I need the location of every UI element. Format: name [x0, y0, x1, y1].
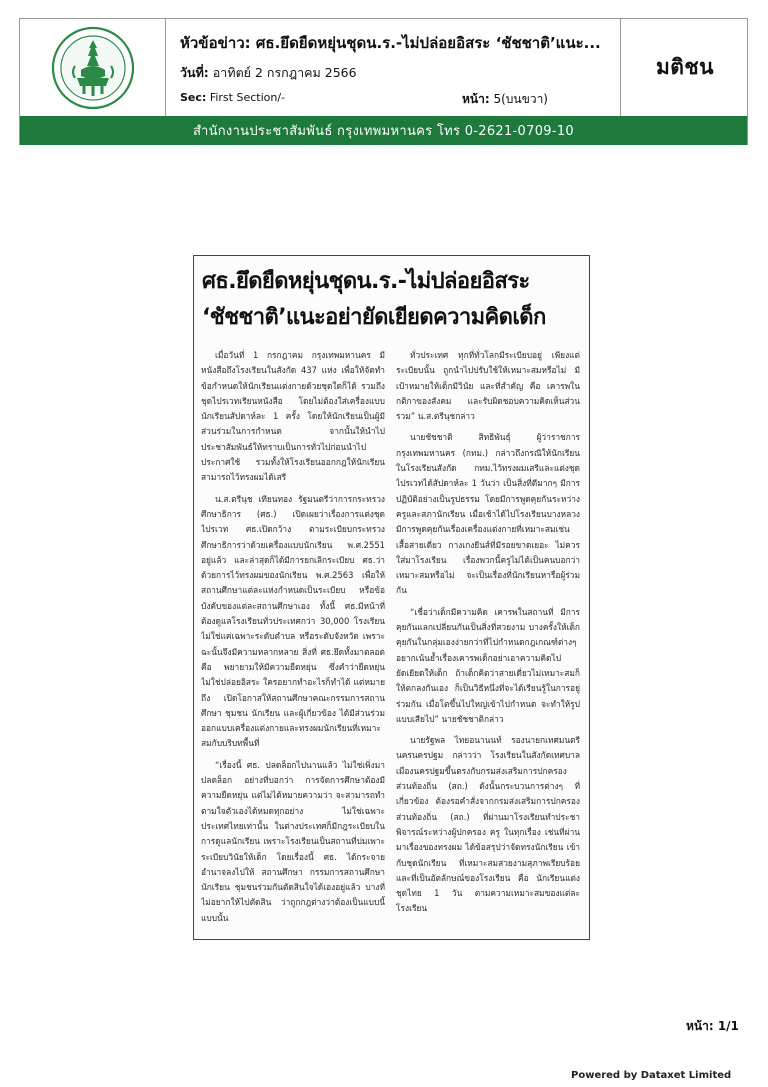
- headline-text: ศธ.ยึดยืดหยุ่นชุดน.ร.-ไม่ปล่อยอิสระ ‘ชัชชาติ’แนะ...: [255, 34, 601, 52]
- page-indicator: หน้า: 1/1: [686, 1019, 739, 1033]
- article-left-column: [201, 348, 385, 932]
- date-row: [180, 63, 357, 83]
- page-value: 5(บนขวา): [493, 92, 548, 106]
- section-label: Sec:: [180, 91, 207, 104]
- clipping-header: [19, 18, 748, 145]
- section-value: First Section/-: [209, 91, 286, 104]
- headline-line-1: ศธ.ยึดยืดหยุ่นชุดน.ร.-ไม่ปล่อยอิสระ: [202, 269, 530, 294]
- headline-line-2: ‘ชัชชาติ’แนะอย่ายัดเยียดความคิดเด็ก: [202, 305, 546, 330]
- article-headline: [202, 264, 583, 336]
- article-clipping: [193, 255, 590, 940]
- paragraph: นายรัฐพล ไทยอนานนท์ รองนายกเทศมนตรีนครนครปฐม กล่าวว่า โรงเรียนในสังกัดเทศบาลเมืองนครปฐมขึ้นตรงกับกรมส่งเสริมการปกครองส่วนท้องถิ่น (สถ.) ดังนั้นกระบวนการต่างๆ ที่เกี่ยวข้อง ต้องรอคำสั่งจากกรมส่งเสริมการปกครองส่วนท้องถิ่น (สถ.) ที่ผ่านมาโรงเรียนทำประชาพิจารณ์ระหว่างผู้ปกครอง ครู ในทุกเรื่อง เช่นที่ผ่านมาเรื่องของทรงผม ได้ข้อสรุปว่าจัดทรงนักเรียน เข้ากับชุดนักเรียน ที่เหมาะสมสวยงามสุภาพเรียบร้อย และที่เป็นอัตลักษณ์ของโรงเรียน คือ นักเรียนแต่งชุดไทย 1 วัน ตามความเหมาะสมของแต่ละโรงเรียน: [396, 735, 580, 914]
- news-info-cell: [166, 19, 620, 116]
- paragraph: เมื่อวันที่ 1 กรกฎาคม กรุงเทพมหานคร มีหนังสือถึงโรงเรียนในสังกัด 437 แห่ง เพื่อให้จัดทำข้อกำหนดให้นักเรียนแต่งกายด้วยชุดใดก็ได้ รวมถึงชุดไปรเวทเรียนหนังสือ โดยไม่ต้องใส่เครื่องแบบนักเรียนสัปดาห์ละ 1 ครั้ง โดยให้นักเรียนเป็นผู้มีส่วนร่วมในการกำหนด จากนั้นให้นำไปประชาสัมพันธ์ให้ทราบเป็นการทั่วไปก่อนนำไปประกาศใช้ รวมทั้งให้โรงเรียนออกกฎให้นักเรียนสามารถไว้ทรงผมได้เสรี: [201, 350, 385, 483]
- newspaper-name: มติชน: [655, 55, 715, 79]
- page-row: [462, 90, 548, 109]
- agency-bar: สำนักงานประชาสัมพันธ์ กรุงเทพมหานคร โทร 0-2621-0709-10: [20, 116, 747, 145]
- paragraph: “เชื่อว่าเด็กมีความคิด เคารพในสถานที่ มีการคุยกันแลกเปลี่ยนกันเป็นสิ่งที่สวยงาม บางครั้งให้เด็กคุยกันในกลุ่มเองง่ายกว่าที่ไปกำหนดกฎเกณฑ์ต่างๆ อยากเน้นย้ำเรื่องเคารพเด็กอย่าเอาความคิดไปยัดเยียดให้เด็ก ถ้าเด็กคิดว่าสายเดี่ยวไม่เหมาะสมก็ให้ตกลงกันเอง ก็เป็นวิธีหนึ่งที่จะได้เรียนรู้ในการอยู่ร่วมกัน เมื่อโตขึ้นไปใหญ่เข้าไปกำหนด จะทำให้รูปแบบเสียไป” นายชัชชาติกล่าว: [396, 606, 580, 724]
- paragraph: ทั่วประเทศ ทุกที่ทั่วโลกมีระเบียบอยู่ เพียงแต่ระเบียบนั้น ถูกนำไปปรับใช้ให้เหมาะสมหรือไม่ มีเป้าหมายให้เด็กมีวินัย และที่สำคัญ คือ เคารพในกติกาของสังคม และรับผิดชอบความคิดเห็นส่วนรวม” น.ส.ตรีนุชกล่าว: [396, 350, 580, 422]
- bma-seal-logo-icon: [51, 26, 135, 110]
- paragraph: นายชัชชาติ สิทธิพันธุ์ ผู้ว่าราชการกรุงเทพมหานคร (กทม.) กล่าวถึงกรณีให้นักเรียนในโรงเรียนสังกัด กทม.ไว้ทรงผมเสรีและแต่งชุดไปรเวทได้สัปดาห์ละ 1 วันว่า เป็นสิ่งที่ดีมากๆ มีการปฏิบัติอย่างเป็นรูปธรรม โดยมีการพูดคุยกันระหว่างครูและสภานักเรียน เมื่อเช้าได้ไปโรงเรียนบางหลวง มีการพูดคุยกันเรื่องเครื่องแต่งกายที่เหมาะสมเช่น เสื้อสายเดี่ยว กางเกงยีนส์ที่มีรอยขาดเยอะ ไม่ควรใส่มาโรงเรียน เรื่องพวกนี้ครูไม่ได้เป็นคนบอกว่าเหมาะสมหรือไม่ จะเป็นเรื่องที่นักเรียนหารือผู้ร่วมกัน: [396, 432, 580, 596]
- paragraph: “เรื่องนี้ ศธ. ปลดล็อกไปนานแล้ว ไม่ใช่เพิ่งมาปลดล็อก อย่างที่บอกว่า การจัดการศึกษาต้องมีความยืดหยุ่น แต่ไม่ได้หมายความว่า จะสามารถทำตามใจตัวเองได้หมดทุกอย่าง ไม่ใช่เฉพาะประเทศไทยเท่านั้น ในต่างประเทศก็มีกฎระเบียบในการดูแลนักเรียน เพราะโรงเรียนเป็นสถานที่บ่มเพาะระเบียบวินัยให้เด็ก โดยเรื่องนี้ ศธ. ได้กระจายอำนาจลงไปให้ สถานศึกษา กรรมการสถานศึกษา นักเรียน ชุมชนร่วมกันตัดสินใจได้เองอยู่แล้ว บางที่ไม่อยากให้ไปตัดสิน ว่าถูกกฎต่างว่าต้องเป็นแบบนี้ แบบนั้น: [201, 759, 385, 923]
- logo-cell: [20, 19, 166, 116]
- date-label: วันที่:: [180, 65, 209, 80]
- headline-label: หัวข้อข่าว:: [180, 34, 251, 52]
- powered-by-text: Powered by Dataxet Limited: [571, 1070, 732, 1081]
- paragraph: น.ส.ตรีนุช เทียนทอง รัฐมนตรีว่าการกระทรวงศึกษาธิการ (ศธ.) เปิดเผยว่าเรื่องการแต่งชุดไปรเวท ศธ.เปิดกว้าง ตามระเบียบกระทรวงศึกษาธิการว่าด้วยเครื่องแบบนักเรียน พ.ศ.2551 อยู่แล้ว และล่าสุดก็ได้มีการยกเลิกระเบียบ ศธ.ว่าด้วยการไว้ทรงผมของนักเรียน พ.ศ.2563 เพื่อให้สถานศึกษาแต่ละแห่งกำหนดเป็นระเบียบ หรือข้อบังคับของแต่ละสถานศึกษาเอง ทั้งนี้ ศธ.มีหน้าที่ต้องดูแลโรงเรียนทั่วประเทศกว่า 30,000 โรงเรียน ไม่ใช่แค่เฉพาะระดับตำบล หรือระดับจังหวัด เพราะฉะนั้นจึงมีความหลากหลาย สิ่งที่ ศธ.ยึดทั้งมาตลอด คือ พยายามให้มีความยืดหยุ่น ซึ่งคำว่ายืดหยุ่น ไม่ใช่ปล่อยอิสระ ใครอยากทำอะไรก็ทำได้ แต่หมายถึง เปิดโอกาสให้สถานศึกษาคณะกรรมการสถานศึกษา ชุมชน นักเรียน และผู้เกี่ยวข้อง ได้มีส่วนร่วมออกแบบเครื่องแต่งกายและทรงผมนักเรียนที่เหมาะสมกับบริบทพื้นที่: [201, 493, 385, 749]
- headline-row: [180, 31, 620, 55]
- newspaper-cell: [620, 19, 749, 116]
- date-value: อาทิตย์ 2 กรกฎาคม 2566: [212, 65, 357, 80]
- article-right-column: [396, 348, 580, 932]
- page-label: หน้า:: [462, 92, 490, 106]
- section-row: [180, 91, 285, 104]
